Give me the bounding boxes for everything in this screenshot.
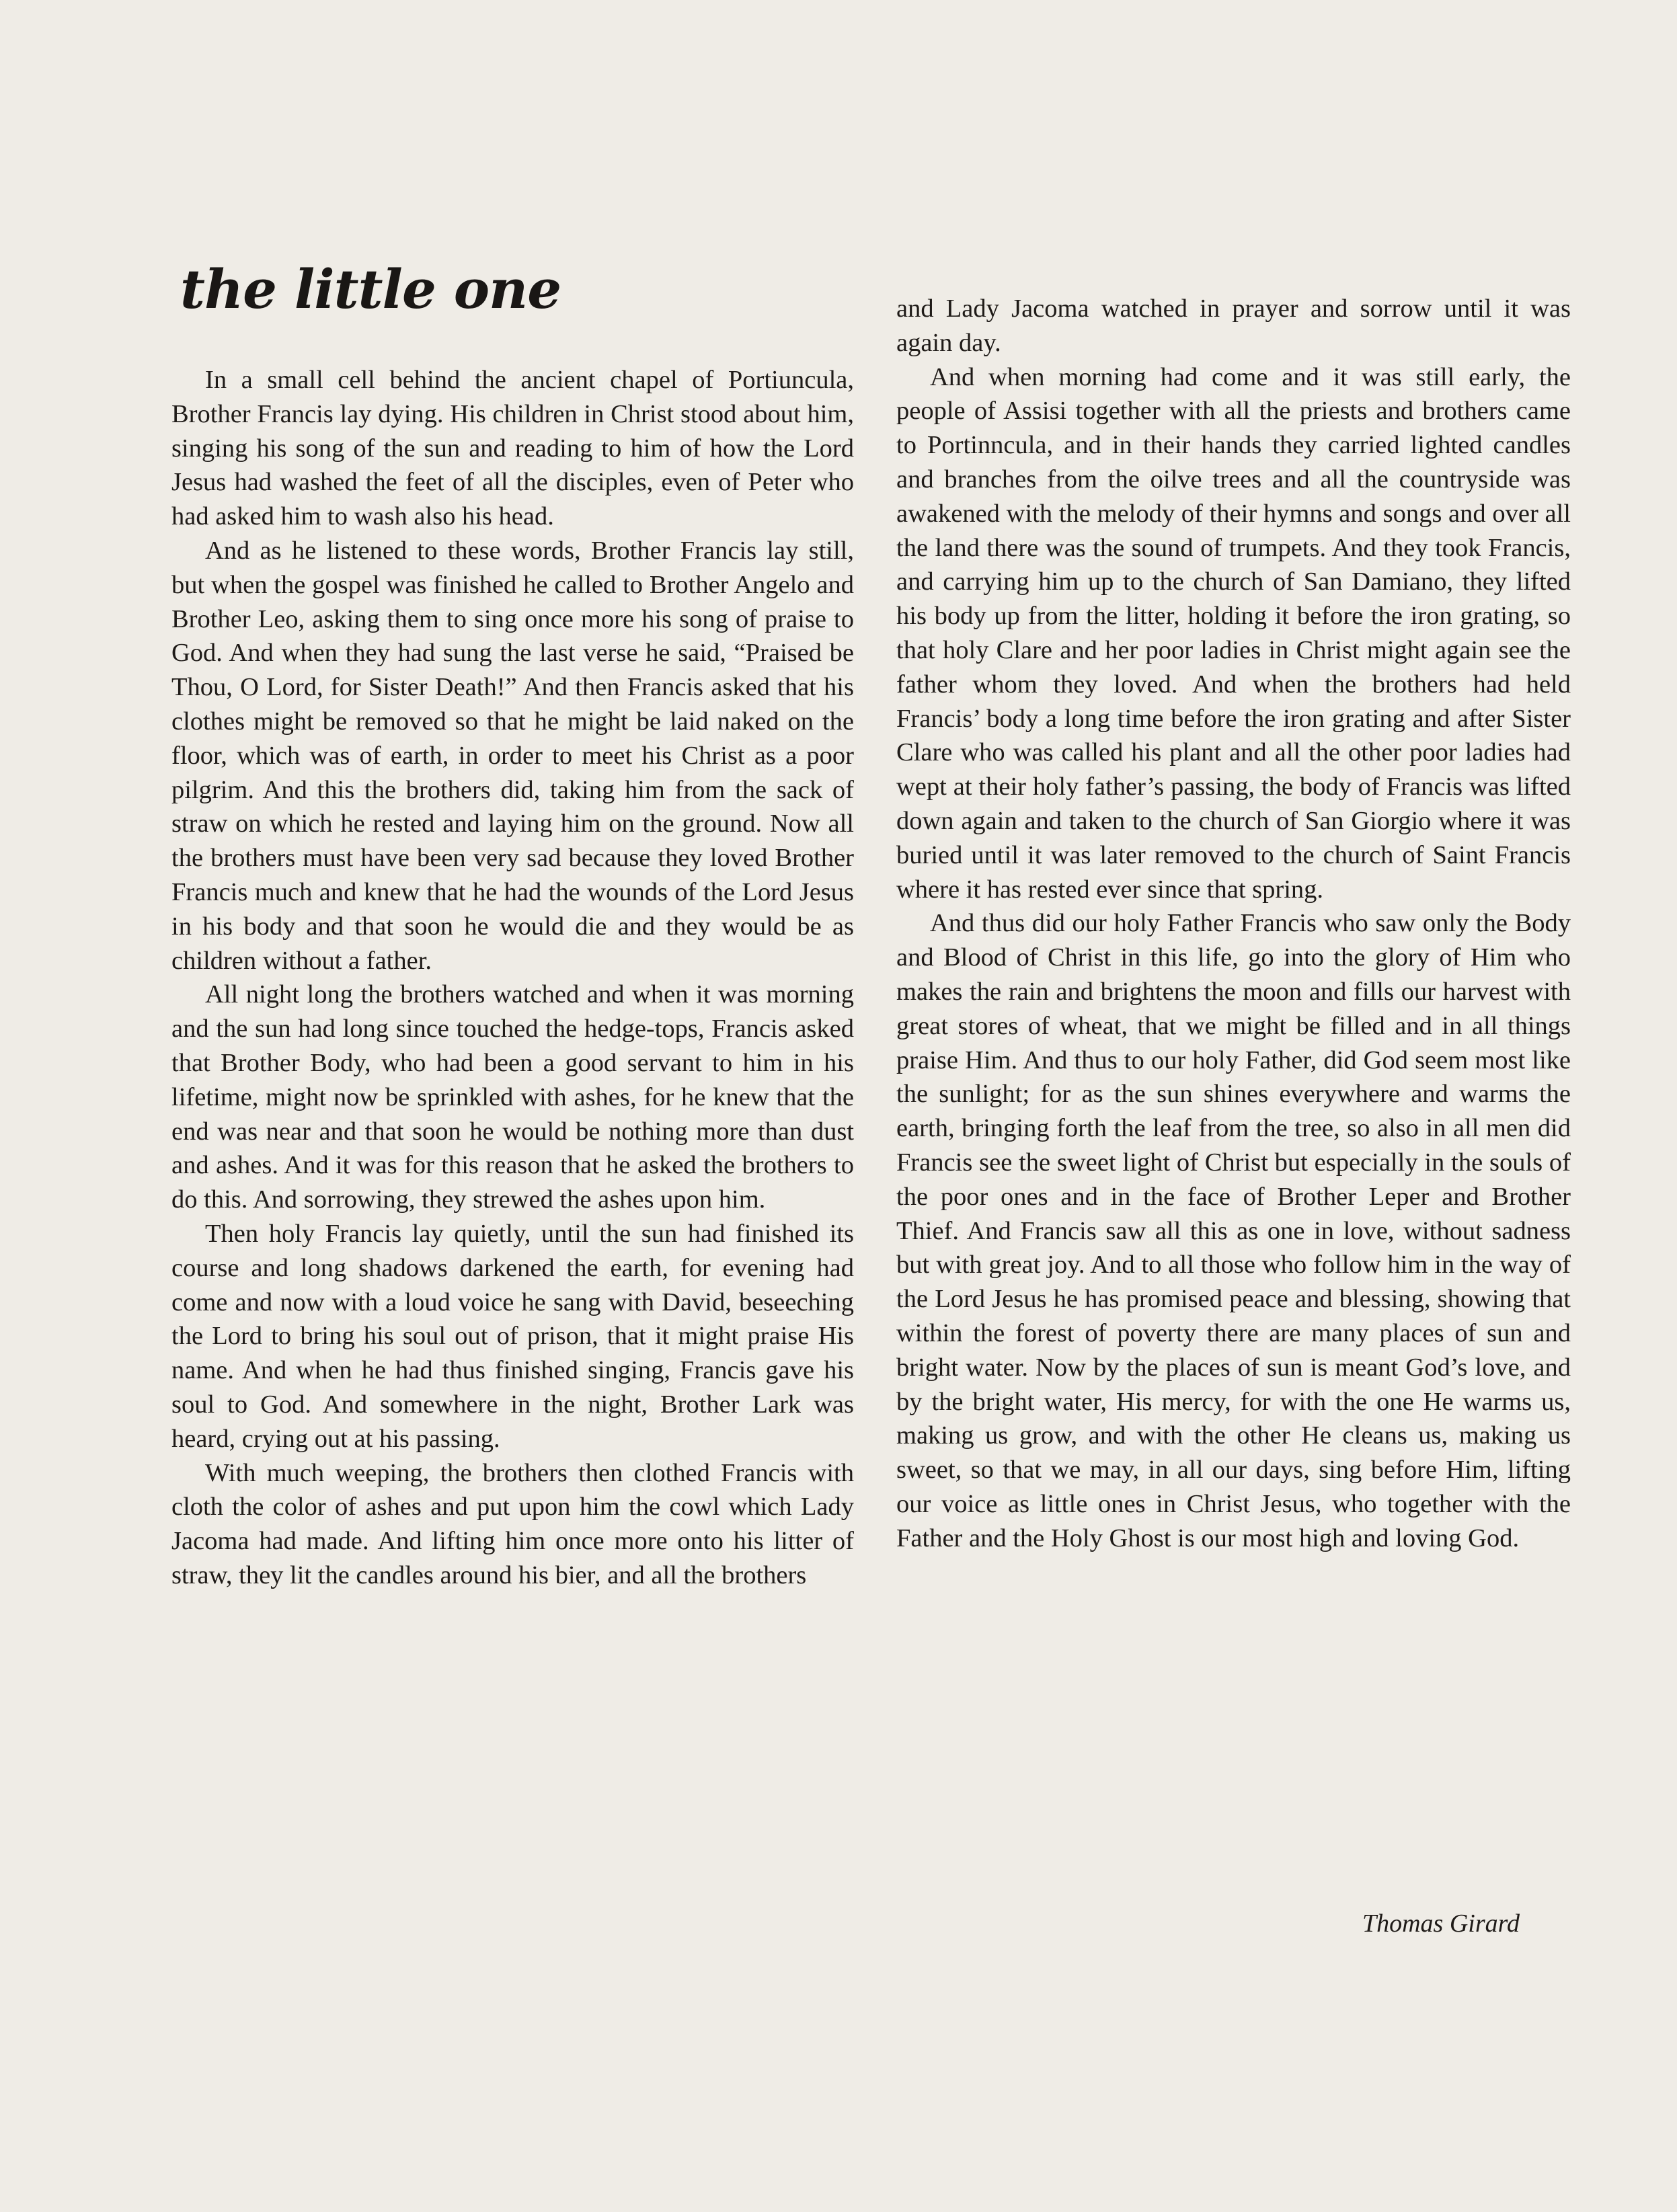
paragraph: And as he listened to these words, Brother Francis lay still, but when the gospel was finished he called to Brother Angelo and Brother Leo, asking them to sing once more his song of praise to God. And when they had sung the last verse he said, “Praised be Thou, O Lord, for Sister Death!” And then Francis asked that his clothes might be removed so that he might be laid naked on the floor, which was of earth, in order to meet his Christ as a poor pilgrim. And this the brothers did, taking him from the sack of straw on which he rested and laying him on the ground. Now all the brothers must have been very sad because they loved Brother Francis much and knew that he had the wounds of the Lord Jesus in his body and that soon he would die and they would be as children without a father. bbox=[171, 536, 854, 975]
paragraph: In a small cell behind the ancient chapel of Portiuncula, Brother Francis lay dying. His children in Christ stood about him, singing his song of the sun and reading to him of how the Lord Jesus had washed the feet of all the disciples, even of Peter who had asked him to wash also his head. bbox=[171, 366, 854, 531]
paragraph: And when morning had come and it was still early, the people of Assisi together with all the priests and brothers came to Portinncula, and in their hands they carried lighted candles and branches from the oilve trees and all the countryside was awakened with the melody of their hymns and songs and over all the land there was the sound of trumpets. And they took Francis, and carrying him up to the church of San Damiano, they lifted his body up from the litter, holding it before the iron grating, so that holy Clare and her poor ladies in Christ might again see the father whom they loved. And when the brothers had held Francis’ body a long time before the iron grating and after Sister Clare who was called his plant and all the other poor ladies had wept at their holy father’s passing, the body of Francis was lifted down again and taken to the church of San Giorgio where it was buried until it was later removed to the church of Saint Francis where it has rested ever since that spring. bbox=[896, 362, 1571, 904]
paragraph: With much weeping, the brothers then clothed Francis with cloth the color of ashes and put upon him the cowl which Lady Jacoma had made. And lifting him once more onto his litter of straw, they lit the candles around his bier, and all the brothers bbox=[171, 1458, 854, 1589]
author-signature: Thomas Girard bbox=[1362, 1909, 1520, 1938]
article-title: the little one bbox=[180, 258, 561, 321]
paragraph: And thus did our holy Father Francis who saw only the Body and Blood of Christ in this life, go into the glory of Him who makes the rain and brightens the moon and fills our harvest with great stores of wheat, that we might be filled and in all things praise Him. And thus to our holy Father, did God seem most like the sunlight; for as the sun shines everywhere and warms the earth, bringing forth the leaf from the tree, so also in all men did Francis see the sweet light of Christ but especially in the souls of the poor ones and in the face of Brother Leper and Brother Thief. And Francis saw all this as one in love, without sadness but with great joy. And to all those who follow him in the way of the Lord Jesus he has promised peace and blessing, showing that within the forest of poverty there are many places of sun and bright water. Now by the places of sun is meant God’s love, and by the bright water, His mercy, for with the one He warms us, making us grow, and with the other He cleans us, making us sweet, so that we may, in all our days, sing before Him, lifting our voice as little ones in Christ Jesus, who together with the Father and the Holy Ghost is our most high and loving God. bbox=[896, 909, 1571, 1552]
paragraph: Then holy Francis lay quietly, until the sun had finished its course and long shadows darkened the earth, for evening had come and now with a loud voice he sang with David, beseeching the Lord to bring his soul out of prison, that it might praise His name. And when he had thus finished singing, Francis gave his soul to God. And somewhere in the night, Brother Lark was heard, crying out at his passing. bbox=[171, 1219, 854, 1453]
right-column bbox=[896, 292, 1571, 1555]
left-column bbox=[171, 363, 854, 1593]
paragraph-continuation: and Lady Jacoma watched in prayer and sorrow until it was again day. bbox=[896, 294, 1571, 357]
paragraph: All night long the brothers watched and when it was morning and the sun had long since touched the hedge-tops, Francis asked that Brother Body, who had been a good servant to him in his lifetime, might now be sprinkled with ashes, for he knew that the end was near and that soon he would be nothing more than dust and ashes. And it was for this reason that he asked the brothers to do this. And sorrowing, they strewed the ashes upon him. bbox=[171, 980, 854, 1214]
